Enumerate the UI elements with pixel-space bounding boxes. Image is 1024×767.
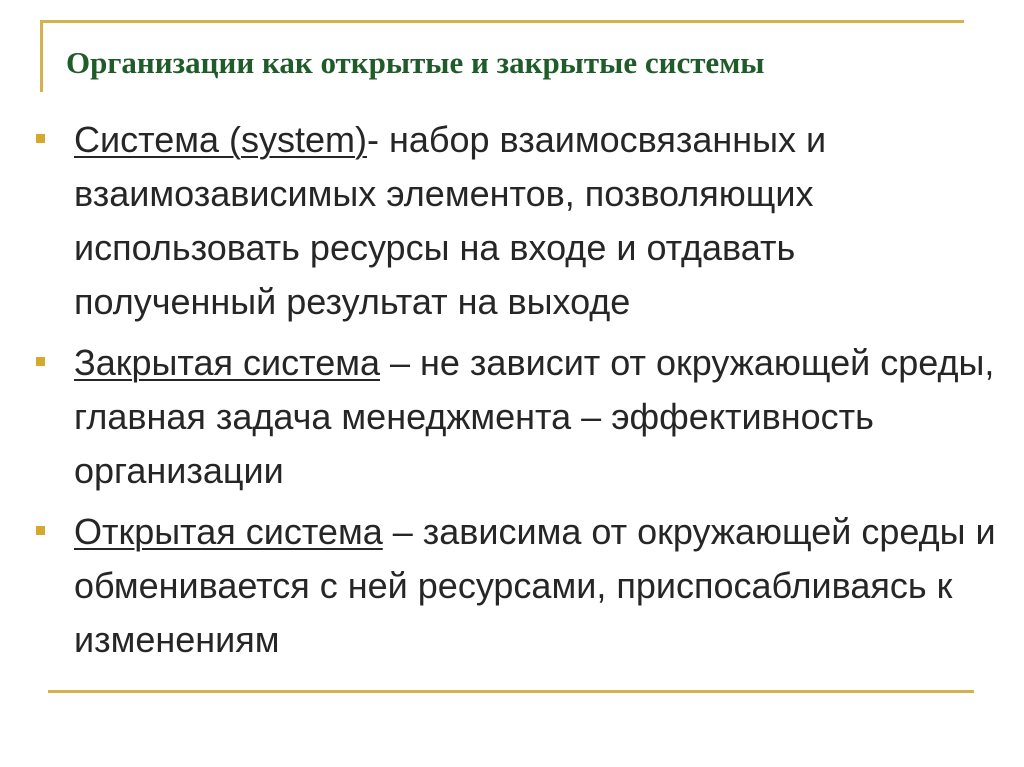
square-bullet-icon (36, 357, 45, 366)
bullet-item-open-system (36, 505, 996, 667)
bullet-term: Система (system) (74, 119, 367, 160)
bullet-definition: – не зависит от окружающей среды, главная задача менеджмента – эффективность организации (74, 342, 995, 491)
square-bullet-icon (36, 526, 45, 535)
bullet-item-system (36, 113, 996, 329)
bullet-term: Открытая система (74, 511, 383, 552)
bullet-item-closed-system (36, 336, 996, 498)
frame-top-line (40, 20, 964, 23)
bullet-definition: – зависима от окружающей среды и обменивается с ней ресурсами, приспосабливаясь к изменениям (74, 511, 996, 660)
bullet-list (36, 113, 996, 674)
bullet-term: Закрытая система (74, 342, 380, 383)
bullet-definition: - набор взаимосвязанных и взаимозависимых элементов, позволяющих использовать ресурсы на входе и отдавать полученный результат на выходе (74, 119, 827, 322)
frame-left-line (40, 20, 43, 92)
square-bullet-icon (36, 134, 45, 143)
frame-bottom-line (48, 690, 974, 693)
slide-title: Организации как открытые и закрытые системы (66, 45, 765, 80)
